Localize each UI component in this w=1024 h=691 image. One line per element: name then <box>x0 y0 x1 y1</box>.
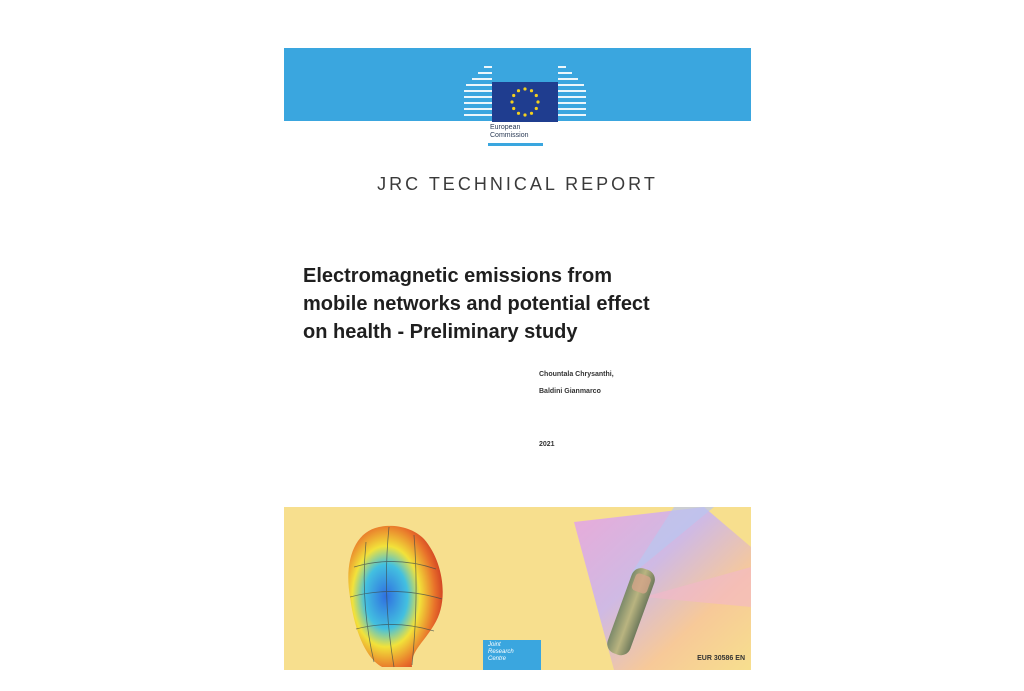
title-line-2: mobile networks and potential effect <box>303 293 650 315</box>
jrc-logo <box>483 640 541 670</box>
author-1: Chountala Chrysanthi, <box>539 371 614 378</box>
jrc-line-3: Centre <box>488 656 507 662</box>
jrc-line-1: Joint <box>488 642 501 648</box>
head-model-icon <box>348 526 442 667</box>
report-title <box>303 262 743 346</box>
logo-text <box>490 124 529 140</box>
logo-line-european: European <box>490 124 521 131</box>
eur-number: EUR 30586 EN <box>697 655 745 662</box>
jrc-line-2: Research <box>488 649 514 655</box>
cover-illustration <box>284 507 751 670</box>
title-line-1: Electromagnetic emissions from <box>303 265 612 287</box>
logo-underline <box>488 143 543 146</box>
report-series: JRC TECHNICAL REPORT <box>377 174 658 194</box>
publication-year: 2021 <box>539 441 555 448</box>
author-2: Baldini Gianmarco <box>539 388 601 395</box>
radiation-pattern-icon <box>574 507 751 670</box>
title-line-3: on health - Preliminary study <box>303 321 578 343</box>
authors <box>539 366 614 400</box>
logo-line-commission: Commission <box>490 132 529 139</box>
report-cover <box>284 48 751 670</box>
